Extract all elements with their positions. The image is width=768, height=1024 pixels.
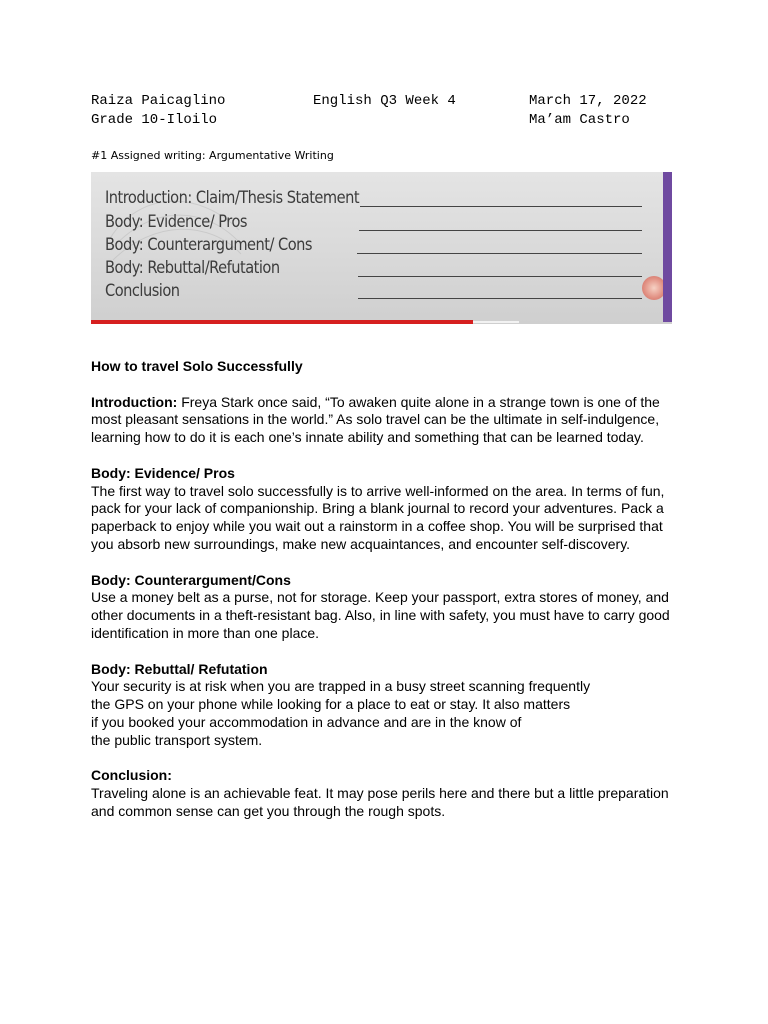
conclusion-text: Traveling alone is an achievable feat. It may pose perils here and there but a little preparation and common sense can get you through the rough spots.: [91, 785, 669, 819]
student-grade: Grade 10-Iloilo: [91, 112, 218, 128]
blank-line: [359, 230, 642, 231]
video-buffer-bar: [473, 321, 519, 323]
outline-banner: [91, 172, 672, 324]
rebuttal-label: Body: Rebuttal/ Refutation: [91, 660, 268, 677]
outline-row-evidence: Body: Evidence/ Pros: [105, 212, 248, 232]
subject-title: English Q3 Week 4: [313, 93, 456, 109]
outline-row-introduction: Introduction: Claim/Thesis Statement: [105, 188, 360, 208]
introduction-text: Freya Stark once said, “To awaken quite alone in a strange town is one of the most pleasant sensations in the world.” As solo travel can be the ultimate in self-indulgence, learning how to do it is each one’s innate ability and something that can be learned today.: [91, 393, 660, 446]
essay-title: How to travel Solo Successfully: [91, 358, 303, 374]
evidence-text: The first way to travel solo successfully is to arrive well-informed on the area. In terms of fun, pack for your lack of companionship. Bring a blank journal to record your adventures. Pack a paperback to enjoy while you wait out a rainstorm in a coffee shop. You will be surprised that you absorb new surroundings, make new acquaintances, and encounter self-discovery.: [91, 482, 665, 552]
blank-line: [358, 276, 642, 277]
counterargument-text: Use a money belt as a purse, not for storage. Keep your passport, extra stores of money, and other documents in a theft-resistant bag. Also, in line with safety, you must have to carry good identification in more than one place.: [91, 589, 670, 641]
outline-row-rebuttal: Body: Rebuttal/Refutation: [105, 258, 280, 278]
blank-line: [357, 253, 642, 254]
introduction-label: Introduction:: [91, 393, 178, 410]
accent-stripe: [663, 172, 672, 322]
teacher-name: Ma’am Castro: [529, 112, 630, 128]
student-name: Raiza Paicaglino: [91, 93, 226, 109]
conclusion-label: Conclusion:: [91, 767, 172, 784]
essay: [91, 358, 681, 839]
blank-line: [358, 298, 642, 299]
date: March 17, 2022: [529, 93, 647, 109]
rebuttal-paragraph: [91, 661, 681, 750]
introduction-paragraph: [91, 394, 681, 447]
rebuttal-line: the public transport system.: [91, 731, 263, 748]
counterargument-label: Body: Counterargument/Cons: [91, 571, 291, 588]
rebuttal-line: the GPS on your phone while looking for a place to eat or stay. It also matters: [91, 696, 571, 713]
rebuttal-line: if you booked your accommodation in advance and are in the know of: [91, 713, 522, 730]
blank-line: [360, 206, 642, 207]
counterargument-paragraph: [91, 572, 681, 643]
evidence-label: Body: Evidence/ Pros: [91, 464, 235, 481]
assignment-label: #1 Assigned writing: Argumentative Writing: [91, 149, 334, 162]
evidence-paragraph: [91, 465, 681, 554]
video-progress-bar: [91, 320, 473, 324]
rebuttal-line: Your security is at risk when you are trapped in a busy street scanning frequently: [91, 678, 591, 695]
conclusion-paragraph: [91, 767, 681, 820]
outline-row-counterargument: Body: Counterargument/ Cons: [105, 235, 313, 255]
outline-row-conclusion: Conclusion: [105, 281, 180, 301]
